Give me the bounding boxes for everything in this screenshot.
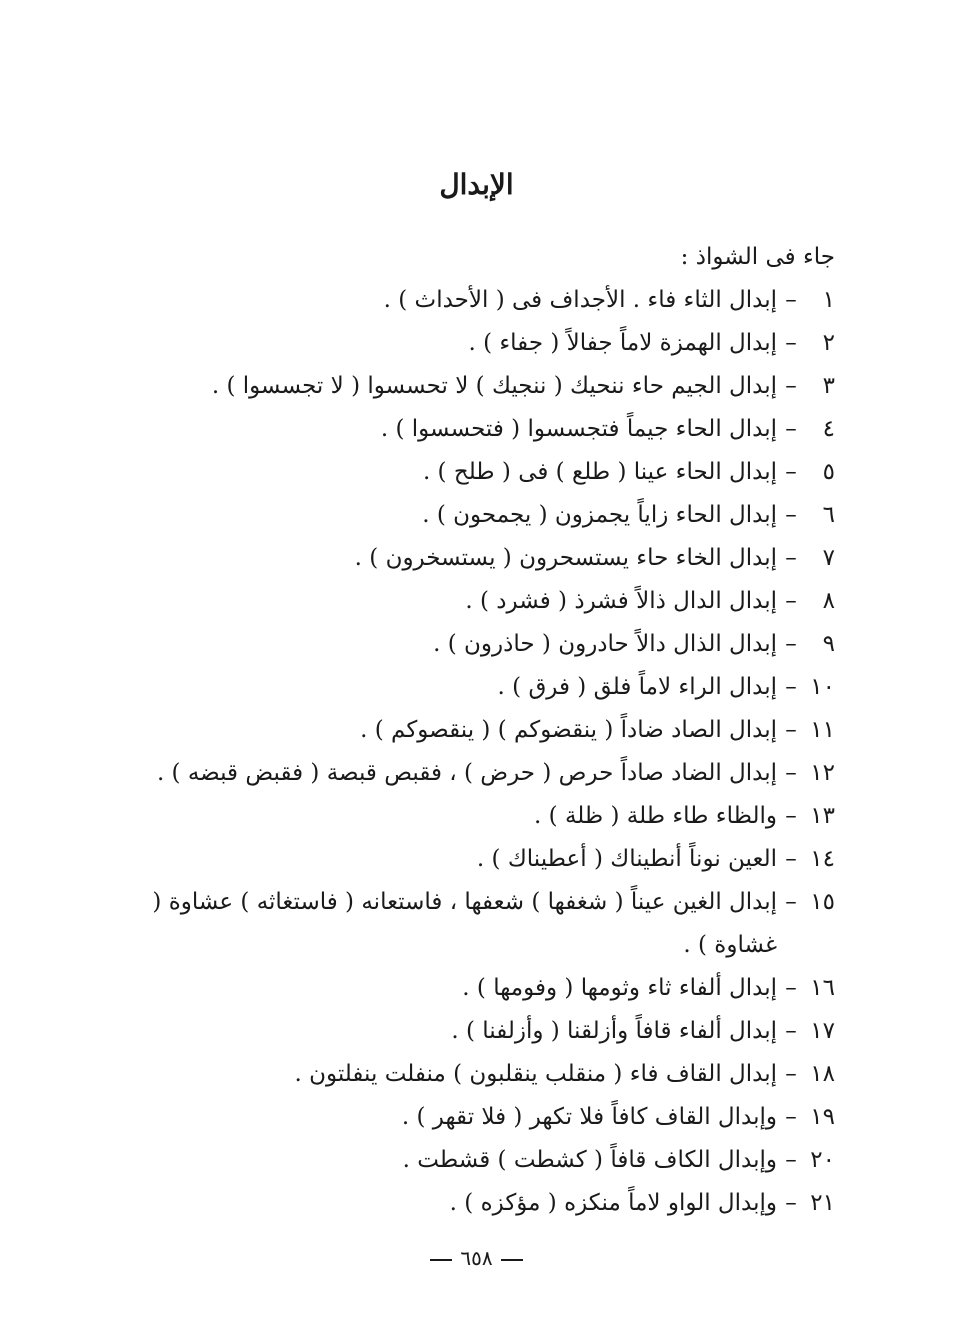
item-number: ١٤: [810, 846, 835, 872]
item-text: إبدال الدال ذالاً فشرذ ( فشرد ) .: [465, 588, 777, 614]
item-text: إبدال الحاء زاياً يجمزون ( يجمحون ) .: [422, 502, 777, 528]
item-text: إبدال الثاء فاء . الأجداف فى ( الأحداث ) .: [383, 287, 777, 313]
item-dash: –: [785, 287, 797, 313]
page-number: ٦٥٨: [460, 1246, 493, 1270]
item-dash: –: [785, 717, 797, 743]
item-text: والظاء طاء طلة ( ظلة ) .: [534, 803, 777, 829]
item-dash: –: [785, 1018, 797, 1044]
list-item: [105, 795, 835, 838]
item-dash: –: [785, 1147, 797, 1173]
footer-rule-left: [430, 1259, 452, 1261]
item-dash: –: [785, 545, 797, 571]
list-item: [105, 838, 835, 881]
footer-rule-right: [501, 1259, 523, 1261]
item-number: ١٩: [810, 1104, 835, 1130]
item-dash: –: [785, 373, 797, 399]
item-dash: –: [785, 846, 797, 872]
item-text: إبدال الجيم حاء ننحيك ( ننجيك ) لا تحسسوا ( لا تجسسوا ) .: [211, 373, 777, 399]
list-item: [105, 494, 835, 537]
item-dash: –: [785, 674, 797, 700]
item-number: ٨: [822, 588, 835, 614]
item-number: ٧: [822, 545, 835, 571]
item-text: إبدال الحاء عينا ( طلع ) فى ( طلح ) .: [422, 459, 777, 485]
list-item: [105, 1182, 835, 1225]
item-number: ١٢: [810, 760, 835, 786]
item-number: ٩: [822, 631, 835, 657]
item-text: إبدال الراء لاماً فلق ( فرق ) .: [497, 674, 777, 700]
list-item: [105, 623, 835, 666]
item-dash: –: [785, 459, 797, 485]
item-dash: –: [785, 502, 797, 528]
page-footer: [0, 1246, 953, 1270]
list-item: [105, 580, 835, 623]
item-text: العين نوناً أنطيناك ( أعطيناك ) .: [476, 846, 777, 872]
document-body: [105, 236, 835, 1225]
item-dash: –: [785, 975, 797, 1001]
item-text: إبدال الحاء جيماً فتجسسوا ( فتحسسوا ) .: [380, 416, 777, 442]
item-dash: –: [785, 1061, 797, 1087]
item-number: ١: [822, 287, 835, 313]
item-number: ٢٠: [810, 1147, 835, 1173]
item-text: وإبدال القاف كافاً فلا تكهر ( فلا تقهر ) .: [401, 1104, 777, 1130]
list-item: [105, 408, 835, 451]
list-item: [105, 881, 835, 967]
item-dash: –: [785, 330, 797, 356]
item-text: إبدال الغين عيناً ( شغفها ) شعفها ، فاستعانه ( فاستغاثه ) عشاوة ( غشاوة ) .: [152, 889, 777, 958]
list-item: [105, 666, 835, 709]
item-dash: –: [785, 631, 797, 657]
item-dash: –: [785, 1104, 797, 1130]
item-number: ٢١: [810, 1190, 835, 1216]
item-number: ٦: [822, 502, 835, 528]
item-text: إبدال القاف فاء ( منقلب ينقلبون ) منفلت ينفلتون .: [294, 1061, 777, 1087]
item-text: إبدال ألفاء ثاء وثومها ( وفومها ) .: [462, 975, 777, 1001]
item-dash: –: [785, 588, 797, 614]
item-dash: –: [785, 889, 797, 915]
intro-line: جاء فى الشواذ :: [680, 244, 835, 270]
list-item: [105, 451, 835, 494]
list-item: [105, 365, 835, 408]
item-number: ١٦: [810, 975, 835, 1001]
substitution-list: [105, 279, 835, 1225]
item-number: ١٠: [810, 674, 835, 700]
item-number: ٤: [822, 416, 835, 442]
list-item: [105, 709, 835, 752]
item-number: ٥: [822, 459, 835, 485]
list-item: [105, 279, 835, 322]
item-text: وإبدال الواو لاماً منكزه ( مؤكزه ) .: [449, 1190, 777, 1216]
list-item: [105, 322, 835, 365]
list-item: [105, 537, 835, 580]
list-item: [105, 1139, 835, 1182]
item-dash: –: [785, 416, 797, 442]
item-dash: –: [785, 803, 797, 829]
list-item: [105, 1053, 835, 1096]
item-number: ١٨: [810, 1061, 835, 1087]
page-title: الإبدال: [439, 168, 514, 201]
item-text: إبدال ألفاء قافاً وأزلقنا ( وأزلفنا ) .: [451, 1018, 777, 1044]
item-number: ١١: [810, 717, 835, 743]
item-number: ١٥: [810, 889, 835, 915]
item-text: إبدال الصاد ضاداً ( ينقضوكم ) ( ينقصوكم ) .: [360, 717, 777, 743]
item-dash: –: [785, 1190, 797, 1216]
list-item: [105, 967, 835, 1010]
item-text: إبدال الخاء حاء يستسحرون ( يستسخرون ) .: [354, 545, 777, 571]
item-text: إبدال الضاد صاداً حرص ( حرض ) ، فقبص قبصة ( فقبض قبضه ) .: [156, 760, 777, 786]
item-text: إبدال الهمزة لاماً جفالاً ( جفاء ) .: [468, 330, 777, 356]
item-number: ١٧: [810, 1018, 835, 1044]
item-number: ٣: [822, 373, 835, 399]
item-dash: –: [785, 760, 797, 786]
item-number: ١٣: [810, 803, 835, 829]
list-item: [105, 1096, 835, 1139]
item-text: إبدال الذال دالاً حادرون ( حاذرون ) .: [433, 631, 777, 657]
item-text: وإبدال الكاف قافاً ( كشطت ) قشطت .: [402, 1147, 777, 1173]
list-item: [105, 752, 835, 795]
list-item: [105, 1010, 835, 1053]
item-number: ٢: [822, 330, 835, 356]
